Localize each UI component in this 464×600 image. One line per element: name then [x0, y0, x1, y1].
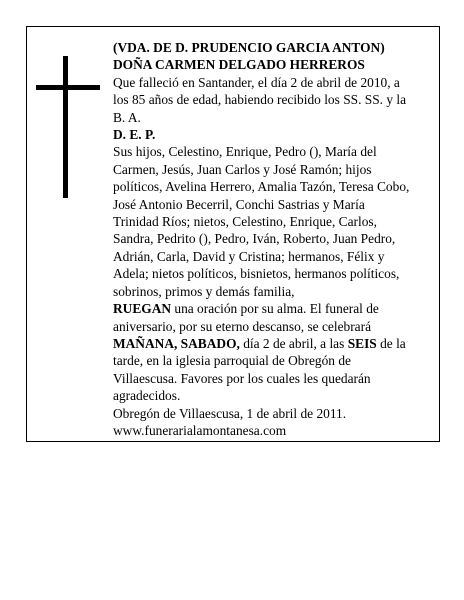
cross-vertical-bar: [63, 56, 68, 198]
family-line: sobrinos, primos y demás familia,: [113, 283, 295, 299]
request-line: [113, 300, 425, 317]
family-line: Adela; nietos políticos, bisnietos, hermanos políticos,: [113, 266, 400, 282]
deceased-name: DOÑA CARMEN DELGADO HERREROS: [113, 57, 365, 73]
funeral-date-text: día 2 de abril, a las: [239, 335, 348, 351]
death-line: B. A.: [113, 109, 141, 125]
family-line: Carmen, Jesús, Juan Carlos y José Ramón; hijos: [113, 161, 372, 177]
family-line: Sandra, Pedrito (), Pedro, Iván, Roberto, Juan Pedro,: [113, 231, 396, 247]
cross-icon: [36, 56, 100, 198]
request-line: aniversario, por su eterno descanso, se celebrará: [113, 318, 372, 334]
funeral-hour-suffix: de la: [376, 335, 406, 351]
funeral-hour: SEIS: [347, 335, 377, 351]
family-line: José Antonio Becerril, Conchi Sastrias y María: [113, 196, 365, 212]
request-text: una oración por su alma. El funeral de: [171, 301, 379, 317]
request-line: [113, 335, 425, 352]
cross-horizontal-bar: [36, 85, 100, 90]
death-line: Que falleció en Santander, el día 2 de abril de 2010, a: [113, 74, 400, 90]
place-date: Obregón de Villaescusa, 1 de abril de 2011.: [113, 405, 347, 421]
request-line: tarde, en la iglesia parroquial de Obregón de: [113, 353, 351, 369]
dep-heading: D. E. P.: [113, 127, 156, 143]
obituary-text: [113, 39, 425, 439]
funeral-day: MAÑANA, SABADO,: [113, 335, 240, 351]
website-text: www.funerarialamontanesa.com: [113, 422, 287, 438]
request-line: Villaescusa. Favores por los cuales les quedarán: [113, 370, 371, 386]
family-line: políticos, Avelina Herrero, Amalia Tazón, Teresa Cobo,: [113, 179, 410, 195]
request-line: agradecidos.: [113, 388, 181, 404]
family-line: Sus hijos, Celestino, Enrique, Pedro (), María del: [113, 144, 377, 160]
death-line: los 85 años de edad, habiendo recibido los SS. SS. y la: [113, 92, 407, 108]
family-line: Trinidad Ríos; nietos, Celestino, Enrique, Carlos,: [113, 214, 377, 230]
widow-heading: (VDA. DE D. PRUDENCIO GARCIA ANTON): [113, 40, 385, 55]
family-line: Adrián, Carla, David y Cristina; hermanos, Félix y: [113, 248, 385, 264]
ruegan-word: RUEGAN: [113, 301, 172, 317]
